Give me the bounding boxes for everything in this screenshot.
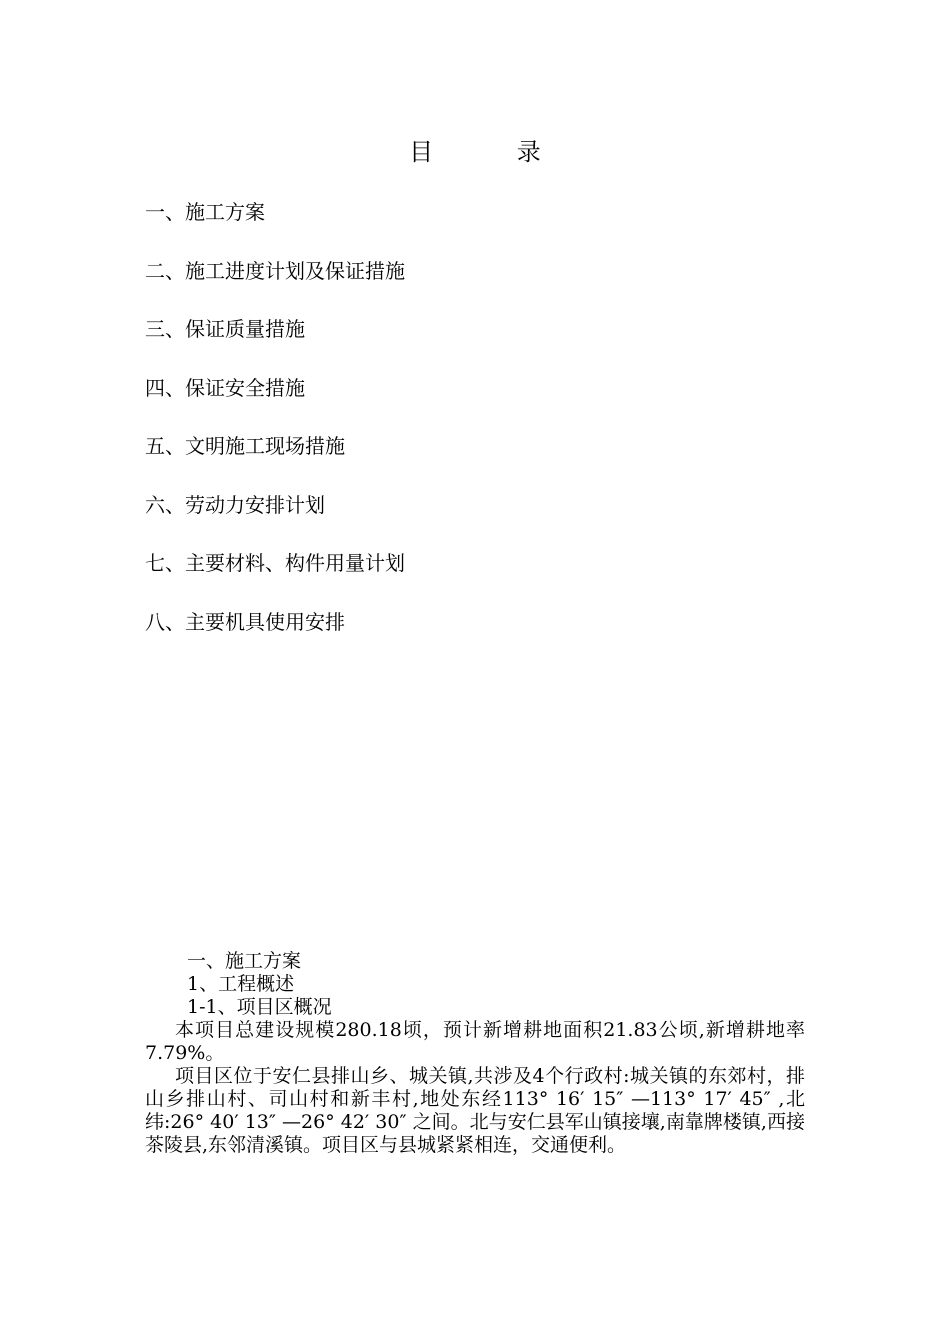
- body-text: [145, 950, 805, 1157]
- toc-item: 五、文明施工现场措施: [145, 434, 345, 458]
- paragraph: 项目区位于安仁县排山乡、城关镇,共涉及4个行政村:城关镇的东郊村，排山乡排山村、司山村和新丰村,地处东经113° 16′ 15″ —113° 17′ 45″ ,北纬:26° 40′ 13″ —26° 42′ 30″ 之间。北与安仁县军山镇接壤,南靠牌楼镇,西接茶陵县,东邻清溪镇。项目区与县城紧紧相连，交通便利。: [145, 1065, 805, 1156]
- toc-title: 目 录: [409, 138, 579, 166]
- section-subsubheading: 1-1、项目区概况: [187, 996, 332, 1018]
- toc-item: 一、施工方案: [145, 200, 265, 224]
- toc-item: 三、保证质量措施: [145, 317, 305, 341]
- toc-item: 二、施工进度计划及保证措施: [145, 258, 405, 283]
- section-heading: 一、施工方案: [187, 950, 302, 972]
- section-subheading: 1、工程概述: [187, 973, 295, 995]
- toc-item: 四、保证安全措施: [145, 375, 305, 400]
- toc-item: 六、劳动力安排计划: [145, 492, 325, 517]
- toc-item: 七、主要材料、构件用量计划: [145, 551, 405, 575]
- paragraph: 本项目总建设规模280.18顷，预计新增耕地面积21.83公顷,新增耕地率7.79%。: [145, 1019, 805, 1064]
- toc-item: 八、主要机具使用安排: [145, 609, 345, 634]
- toc-list: [145, 196, 405, 664]
